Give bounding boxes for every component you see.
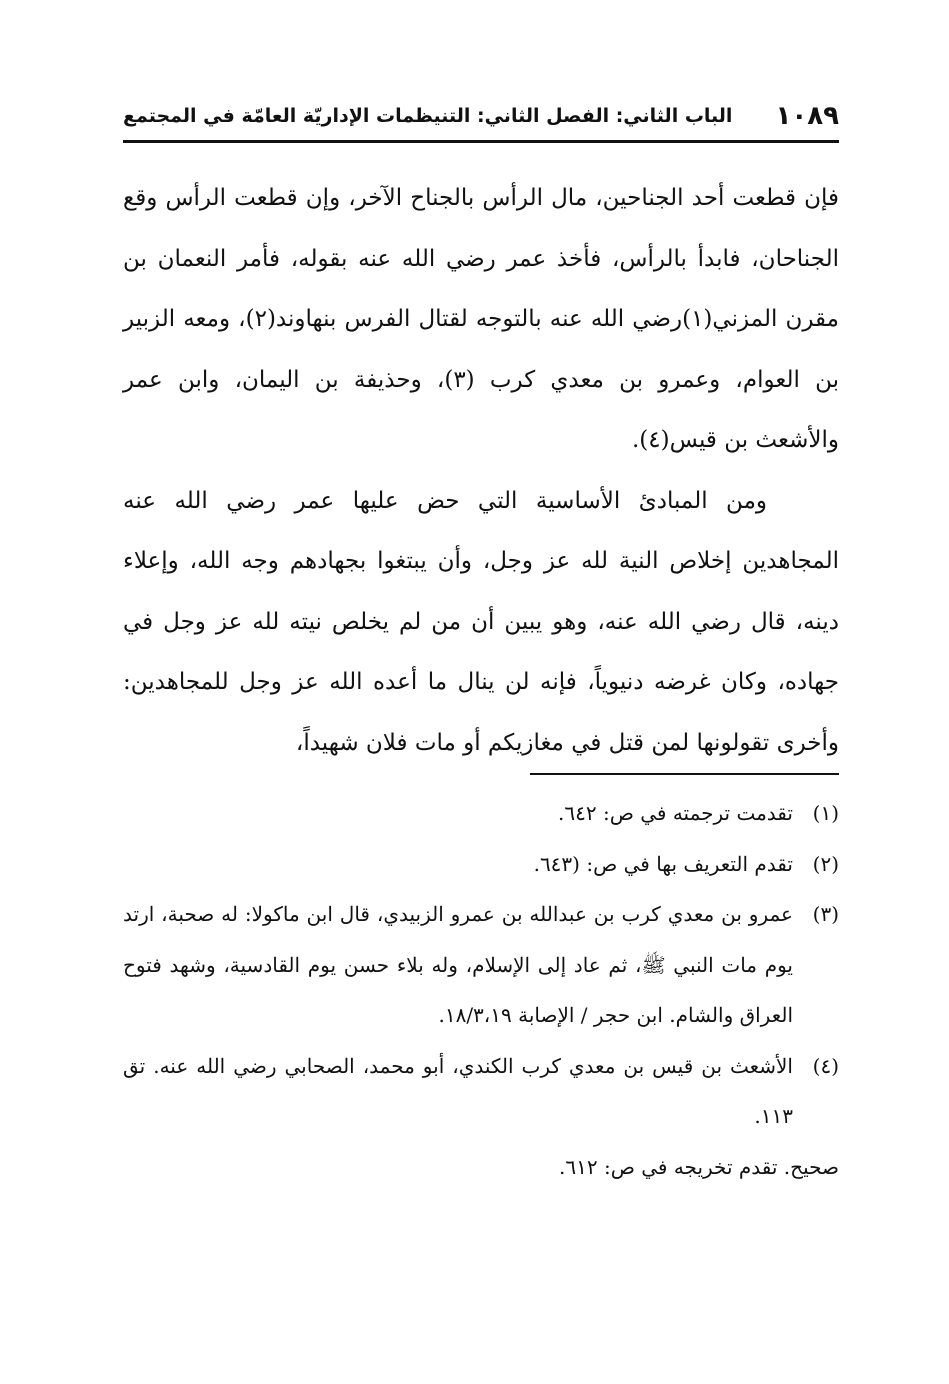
footnote-separator <box>530 773 839 775</box>
paragraph: فإن قطعت أحد الجناحين، مال الرأس بالجناح الآخر، وإن قطعت الرأس وقع الجناحان، فابدأ بالرأس، فأخذ عمر رضي الله عنه بقوله، فأمر النعمان بن مقرن المزني(١)رضي الله عنه بالتوجه لقتال الفرس بنهاوند(٢)، ومعه الزبير بن العوام، وعمرو بن معدي كرب (٣)، وحذيفة بن اليمان، وابن عمر والأشعث بن قيس(٤). <box>123 185 839 453</box>
running-header <box>123 96 839 143</box>
footnote-text: عمرو بن معدي كرب بن عبدالله بن عمرو الزبيدي، قال ابن ماكولا: له صحبة، ارتد يوم مات النبي ﷺ، ثم عاد إلى الإسلام، وله بلاء حسن يوم القادسية، وشهد فتوح العراق والشام. ابن حجر / الإصابة ١٨/٣،١٩. <box>123 902 793 1027</box>
footnote <box>123 1041 839 1142</box>
footnotes <box>123 788 839 1192</box>
footnote <box>123 788 839 839</box>
main-text <box>123 168 839 773</box>
footnote-text: تقدم التعريف بها في ص: (٦٤٣. <box>533 851 793 876</box>
chapter-title: الباب الثاني: الفصل الثاني: التنيظمات الإداريّة العامّة في المجتمع <box>123 105 733 127</box>
footnote-text: الأشعث بن قيس بن معدي كرب الكندي، أبو محمد، الصحابي رضي الله عنه. تق ١١٣. <box>123 1053 793 1128</box>
footnote-continuation: صحيح. تقدم تخريجه في ص: ٦١٢. <box>559 1154 839 1179</box>
footnote <box>123 839 839 890</box>
footnote <box>123 889 839 1041</box>
page-number: ١٠٨٩ <box>775 101 839 131</box>
footnote-number: (٢) <box>812 851 839 876</box>
footnote-number: (٣) <box>812 902 839 926</box>
paragraph: ومن المبادئ الأساسية التي حض عليها عمر رضي الله عنه المجاهدين إخلاص النية لله عز وجل، وأن يبتغوا بجهادهم وجه الله، وإعلاء دينه، قال رضي الله عنه، وهو يبين أن من لم يخلص نيته لله عز وجل في جهاده، وكان غرضه دنيوياً، فإنه لن ينال ما أعده الله عز وجل للمجاهدين: وأخرى تقولونها لمن قتل في مغازيكم أو مات فلان شهيداً، <box>123 487 839 756</box>
footnote-text: تقدمت ترجمته في ص: ٦٤٢. <box>558 801 793 825</box>
footnote-number: (١) <box>812 801 839 825</box>
footnote-number: (٤) <box>812 1053 839 1078</box>
